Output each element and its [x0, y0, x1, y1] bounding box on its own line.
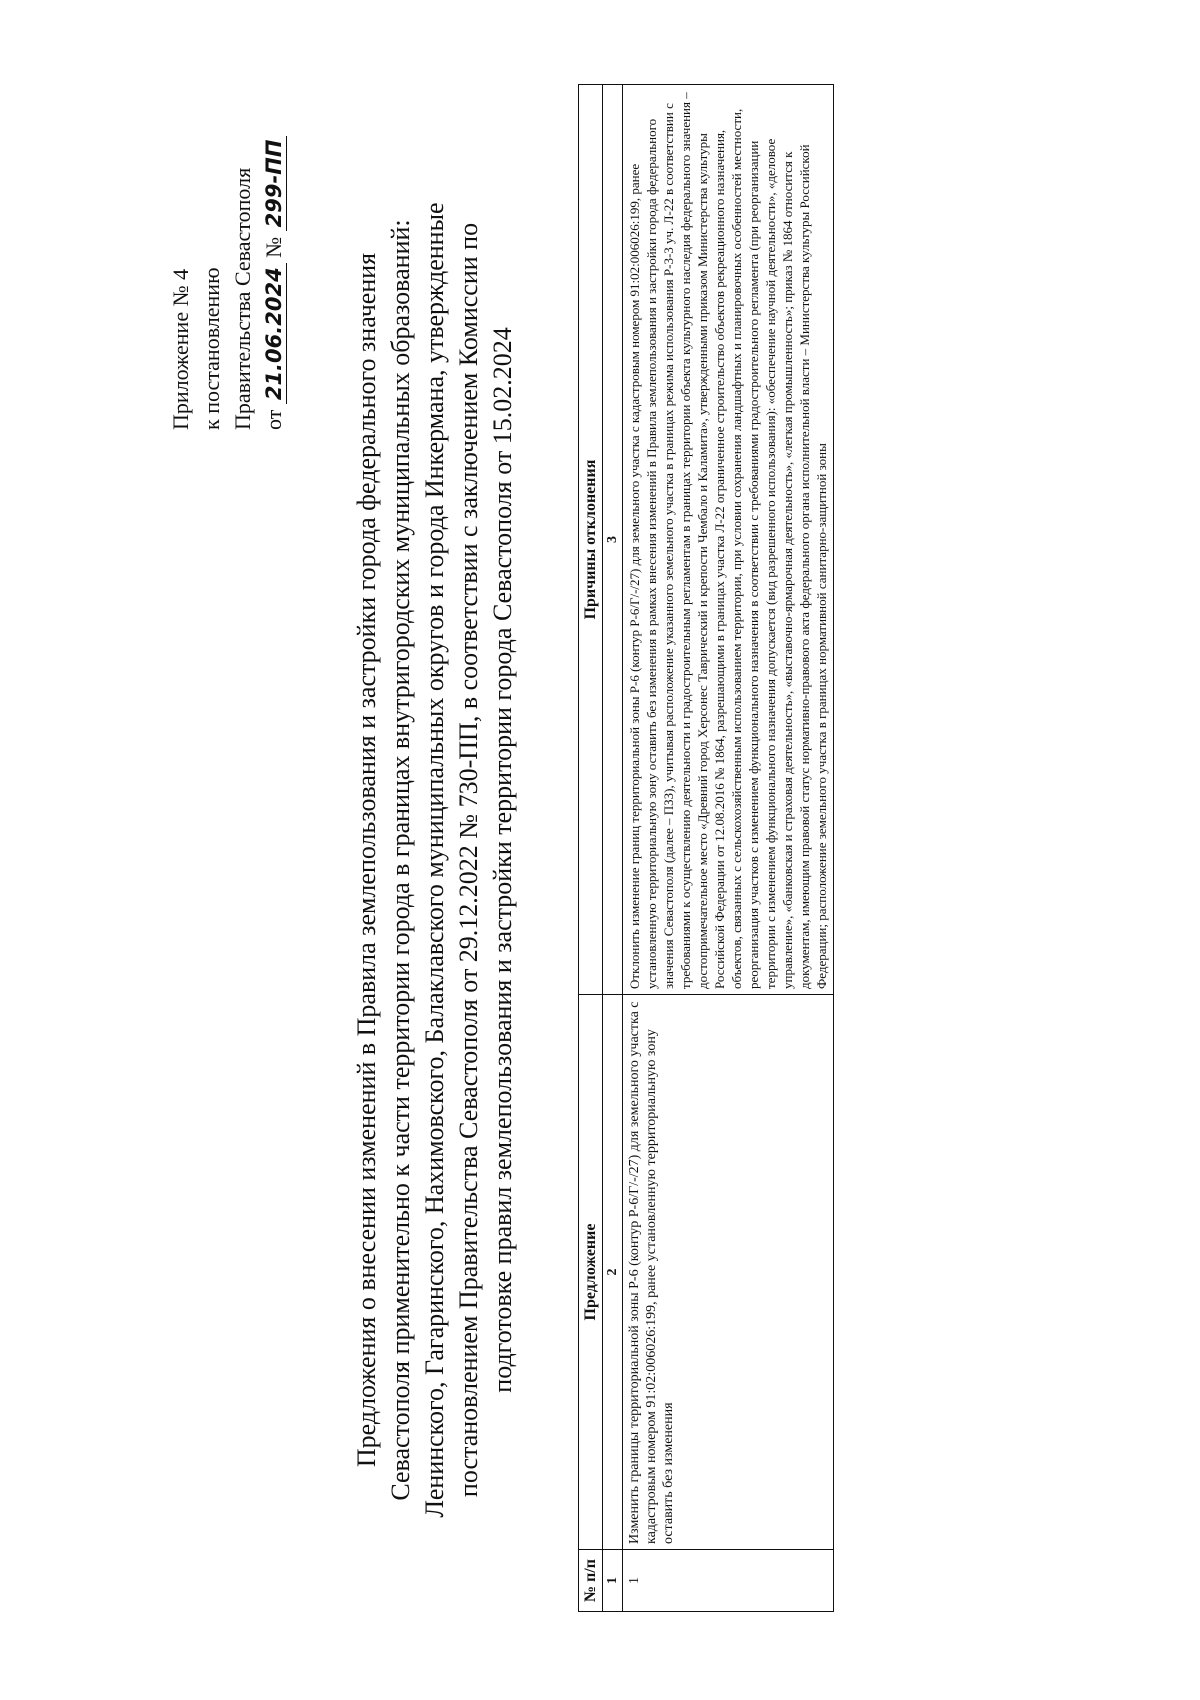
column-number: 1	[603, 1550, 623, 1612]
appendix-resolution-number: 299-ПП	[262, 136, 287, 232]
column-number: 3	[603, 85, 623, 995]
appendix-resolution: к постановлению	[199, 267, 224, 430]
proposals-table	[578, 84, 834, 1612]
title-line: Предложения о внесении изменений в Правила землепользования и застройки города федерального значения	[352, 252, 381, 1468]
column-numbers-row	[603, 85, 623, 1612]
appendix-government: Правительства Севастополя	[230, 167, 255, 430]
appendix-block	[165, 20, 290, 430]
title-line: подготовке правил землепользования и застройки территории города Севастополя от 15.02.2024	[488, 327, 517, 1393]
header-proposal: Предложение	[579, 995, 603, 1550]
table-row	[623, 85, 834, 1612]
title-line: Ленинского, Гагаринского, Нахимовского, Балаклавского муниципальных округов и города Инкермана, утвержденные	[420, 202, 449, 1518]
row-number: 1	[623, 1550, 834, 1612]
appendix-date: 21.06.2024	[262, 263, 287, 404]
header-reason: Причины отклонения	[579, 85, 603, 995]
appendix-number-label: №	[261, 236, 286, 258]
table-header-row	[579, 85, 603, 1612]
appendix-number: Приложение № 4	[168, 268, 193, 430]
column-number: 2	[603, 995, 623, 1550]
appendix-date-row	[258, 20, 290, 430]
header-number: № п/п	[579, 1550, 603, 1612]
document-title	[350, 80, 520, 1640]
appendix-from-label: от	[261, 409, 286, 430]
row-reason: Отклонить изменение границ территориальной зоны Р-6 (контур Р-6/Г/-/27) для земельного участка с кадастровым номером 91:02:006026:199, ранее установленную территориальную зону оставить без изменения в рамках внесения изменений в Правила землепользования и застройки города федерального значения Севастополя (далее – ПЗЗ), учитывая расположение указанного земельного участка в границах режима использования Р-3-3 уч. Л-22 в соответствии с требованиями к осуществлению деятельности и градостроительным регламентам в границах территории объекта культурного наследия федерального значения – достопримечательное место «Древний город Херсонес Таврический и крепости Чембало и Каламита», утвержденными приказом Министерства культуры Российской Федерации от 12.08.2016 № 1864, разрешающими в границах участка Л-22 ограниченное строительство объектов рекреационного назначения, объектов, связанных с сельскохозяйственным использованием территории, при условии сохранения ландшафтных и планировочных особенностей местности, реорганизация участков с изменением функционального назначения в соответствии с требованиями градостроительного регламента (при реорганизации территории с изменением функционального назначения допускается (вид разрешенного использования): «обеспечение научной деятельности», «деловое управление», «банковская и страховая деятельность», «выставочно-ярмарочная деятельность», «легкая промышленность»; приказ № 1864 относится к документам, имеющим правовой статус нормативно-правового акта федерального органа исполнительной власти – Министерства культуры Российской Федерации; расположение земельного участка в границах нормативной санитарно-защитной зоны	[623, 85, 834, 995]
title-line: Севастополя применительно к части территории города в границах внутригородских муниципальных образований:	[386, 219, 415, 1501]
title-line: постановлением Правительства Севастополя от 29.12.2022 № 730-ПП, в соответствии с заключением Комиссии по	[454, 222, 483, 1498]
row-proposal: Изменить границы территориальной зоны Р-6 (контур Р-6/Г/-/27) для земельного участка с кадастровым номером 91:02:006026:199, ранее установленную территориальную зону оставить без изменения	[623, 995, 834, 1550]
